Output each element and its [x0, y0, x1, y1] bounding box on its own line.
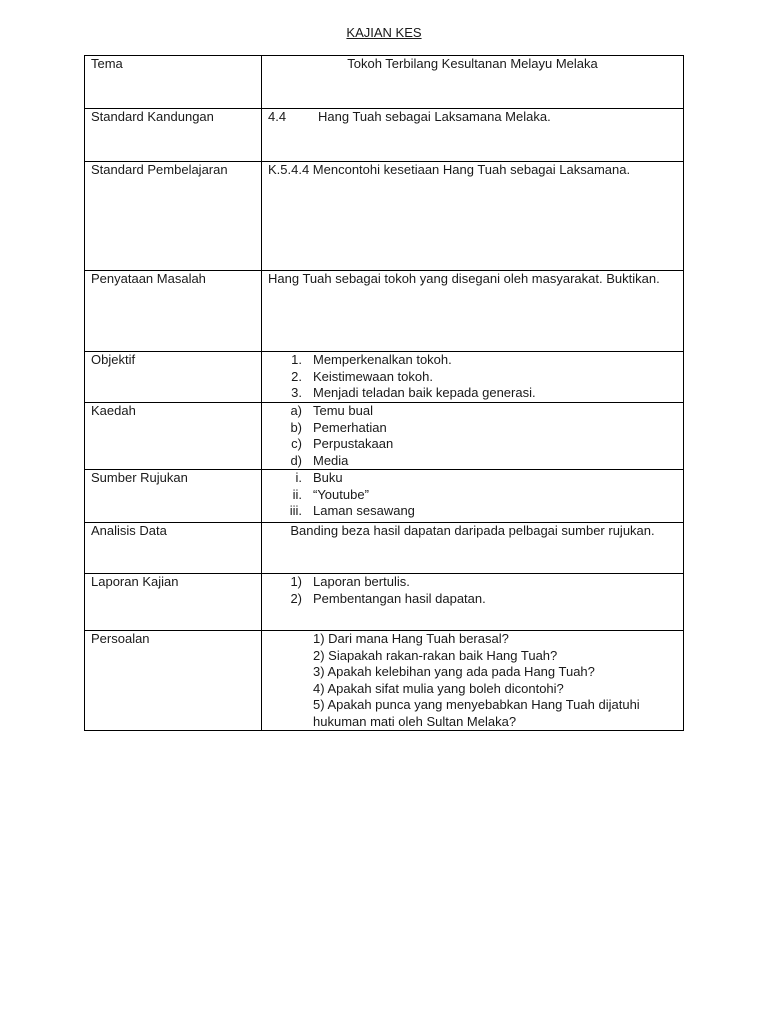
list-item: ii. “Youtube”: [292, 486, 369, 502]
list-item: 1. Memperkenalkan tokoh.: [291, 352, 452, 367]
table-row-sumber-rujukan: [85, 470, 684, 523]
list-item: 2) Pembentangan hasil dapatan.: [290, 590, 486, 606]
objektif-list: [268, 352, 677, 402]
row-label: Kaedah: [85, 403, 262, 470]
table-row-objektif: [85, 352, 684, 403]
list-item: 2. Keistimewaan tokoh.: [291, 368, 433, 384]
list-item: 3) Apakah kelebihan yang ada pada Hang Tuah?: [313, 664, 595, 679]
kaedah-list: [268, 403, 677, 469]
list-item: 3. Menjadi teladan baik kepada generasi.: [291, 385, 536, 400]
table-row-laporan-kajian: [85, 574, 684, 631]
table-row-persoalan: [85, 631, 684, 731]
table-row-analisis-data: [85, 523, 684, 574]
list-item: c) Perpustakaan: [291, 436, 394, 451]
table-row-tema: [85, 56, 684, 109]
row-label: Objektif: [85, 352, 262, 403]
standard-kandungan-cell: [262, 109, 684, 162]
case-study-table: [84, 55, 684, 731]
standard-kandungan-value: Hang Tuah sebagai Laksamana Melaka.: [318, 109, 551, 124]
list-item: 1) Dari mana Hang Tuah berasal?: [313, 631, 509, 646]
table-row-standard-pembelajaran: [85, 162, 684, 271]
list-item: i. Buku: [295, 470, 343, 485]
row-label: Penyataan Masalah: [85, 271, 262, 352]
laporan-kajian-list: [268, 574, 677, 607]
standard-kandungan-number: 4.4: [268, 109, 287, 124]
row-label: Standard Kandungan: [85, 109, 262, 162]
list-item: d) Media: [290, 452, 349, 468]
row-label: Analisis Data: [85, 523, 262, 574]
standard-pembelajaran-value: K.5.4.4 Mencontohi kesetiaan Hang Tuah sebagai Laksamana.: [262, 162, 684, 271]
list-item: 4) Apakah sifat mulia yang boleh dicontohi?: [313, 680, 564, 696]
persoalan-list: [268, 631, 677, 730]
list-item: b) Pemerhatian: [290, 419, 387, 435]
row-label: Tema: [85, 56, 262, 109]
row-label: Laporan Kajian: [85, 574, 262, 631]
sumber-rujukan-list: [268, 470, 677, 520]
table-row-kaedah: [85, 403, 684, 470]
document-title: KAJIAN KES: [346, 25, 422, 40]
row-label: Sumber Rujukan: [85, 470, 262, 523]
row-label: Standard Pembelajaran: [85, 162, 262, 271]
list-item: iii. Laman sesawang: [289, 503, 415, 518]
list-item: 1) Laporan bertulis.: [290, 574, 410, 589]
tema-value: Tokoh Terbilang Kesultanan Melayu Melaka: [262, 56, 684, 109]
list-item: a) Temu bual: [290, 403, 373, 418]
table-row-penyataan-masalah: [85, 271, 684, 352]
list-item: 5) Apakah punca yang menyebabkan Hang Tuah dijatuhi hukuman mati oleh Sultan Melaka?: [313, 697, 640, 729]
row-label: Persoalan: [85, 631, 262, 731]
analisis-data-value: Banding beza hasil dapatan daripada pelbagai sumber rujukan.: [262, 523, 684, 574]
list-item: 2) Siapakah rakan-rakan baik Hang Tuah?: [313, 647, 558, 663]
table-row-standard-kandungan: [85, 109, 684, 162]
penyataan-masalah-value: Hang Tuah sebagai tokoh yang disegani oleh masyarakat. Buktikan.: [262, 271, 684, 352]
